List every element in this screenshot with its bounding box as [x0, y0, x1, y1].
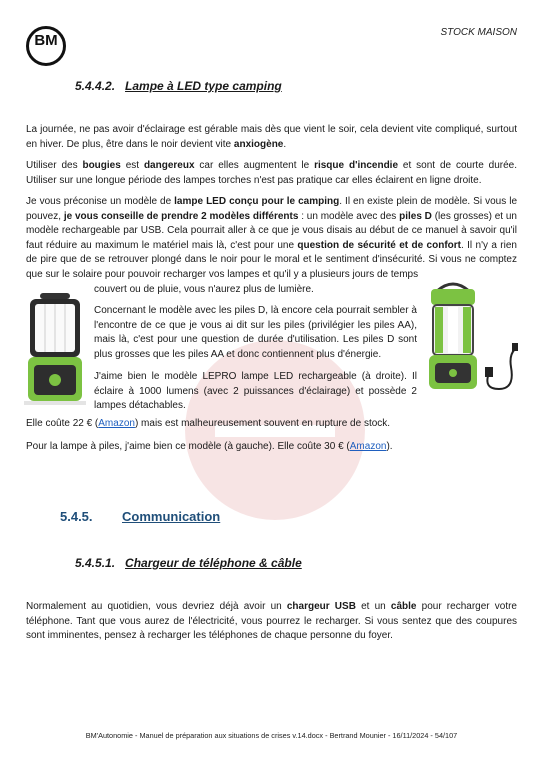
paragraph-4: Concernant le modèle avec les piles D, là encore cela pourrait sembler à l'encontre de ce que je vous ai dit sur les piles (privilégier les piles AA), mais là, c'est pour une question de durée d'utilisation. Les piles D sont plus grosses que les piles AA et donc contiennent plus d'énergie.: [94, 305, 417, 360]
paragraph-7: [26, 440, 517, 455]
amazon-link-rechargeable[interactable]: Amazon: [98, 418, 135, 429]
svg-text:BM: BM: [34, 32, 58, 49]
section-title: Lampe à LED type camping: [125, 79, 282, 93]
bm-logo: [26, 26, 66, 66]
price-text-end: ) mais est malheureusement souvent en rupture de stock.: [134, 418, 391, 429]
header-doc-label: STOCK MAISON: [440, 27, 517, 38]
section-number: 5.4.5.1.: [75, 556, 116, 570]
section-number: 5.4.5.: [60, 509, 93, 524]
price-text: Elle coûte 22 € (: [26, 418, 99, 429]
section-number: 5.4.4.2.: [75, 79, 116, 93]
section-heading-545: [60, 509, 220, 524]
section-title: Chargeur de téléphone & câble: [125, 556, 302, 570]
paragraph-3-end: couvert ou de pluie, vous n'aurez plus de lumière.: [94, 284, 314, 295]
amazon-link-battery[interactable]: Amazon: [349, 441, 387, 452]
page-footer: BM'Autonomie - Manuel de préparation aux situations de crises v.14.docx - Bertrand Mounier - 16/11/2024 - 54/107: [85, 731, 458, 740]
price-text-end: ).: [386, 441, 393, 452]
lantern-battery-image: [24, 291, 86, 405]
paragraph-6: [26, 417, 517, 432]
paragraph-8: Normalement au quotidien, vous devriez déjà avoir un chargeur USB et un câble pour recharger votre téléphone. Tant que vous aurez de l'électricité, vous pourrez le recharger. Si vous sentez que des coupures sont imminentes, pensez à recharger les téléphones de chaque personne du foyer.: [26, 601, 517, 642]
section-title: Communication: [122, 509, 221, 524]
section-heading-5442: [75, 79, 282, 93]
paragraph-5: J'aime bien le modèle LEPRO lampe LED rechargeable (à droite). Il éclaire à 1000 lumens (avec 2 puissances d'éclairage) et possède 2 lampes détachables.: [94, 371, 417, 412]
section-heading-5451: [75, 556, 302, 570]
paragraph-3: Je vous préconise un modèle de lampe LED conçu pour le camping. Il en existe plein de modèle. Si vous le pouvez, je vous conseille de prendre 2 modèles différents : un modèle avec des piles D (les grosses) et un modèle rechargeable par USB. Cela pourrait aller à ce que je vous disais au début de ce manuel à savoir qu'il faut réduire au maximum le matériel mais là, c'est pour une question de sécurité et de confort. Il n'y a rien de pire que de se retrouver plongé dans le noir pour le moral et le sentiment d'insécurité. Si vous ne comptez que sur le solaire pour pouvoir recharger vos lampes et qu'il y a plusieurs jours de temps: [26, 196, 517, 280]
lantern-rechargeable-image: [423, 277, 523, 402]
price-text: Pour la lampe à piles, j'aime bien ce modèle (à gauche). Elle coûte 30 € (: [26, 441, 350, 452]
paragraph-1: La journée, ne pas avoir d'éclairage est gérable mais dès que vient le soir, cela devient vite compliqué, surtout en hiver. De plus, être dans le noir devient vite anxiogène.: [26, 124, 517, 150]
paragraph-2: Utiliser des bougies est dangereux car elles augmentent le risque d'incendie et sont de courte durée. Utiliser sur une longue période des lampes torches n'est pas pratique car elles éclairent en ligne droite.: [26, 160, 518, 186]
